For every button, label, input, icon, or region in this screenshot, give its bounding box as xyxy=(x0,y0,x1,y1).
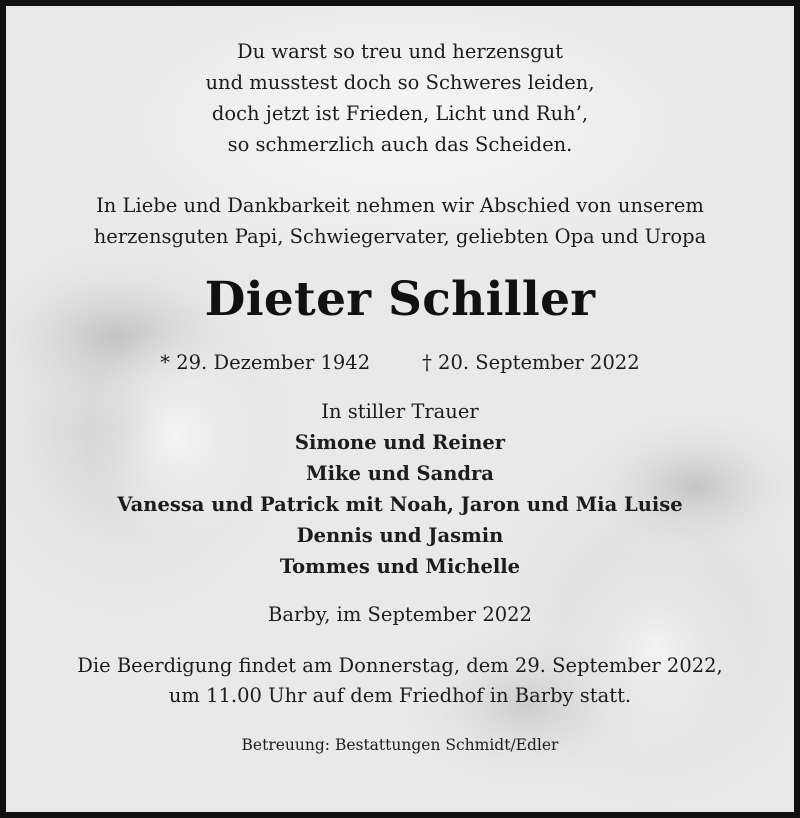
memorial-verse xyxy=(6,36,794,160)
funeral-line: um 11.00 Uhr auf dem Friedhof in Barby statt. xyxy=(168,684,632,707)
funeral-line: Die Beerdigung findet am Donnerstag, dem 29. September 2022, xyxy=(77,654,723,677)
farewell-line: herzensguten Papi, Schwiegervater, geliebten Opa und Uropa xyxy=(93,225,707,248)
funeral-info xyxy=(6,651,794,711)
verse-line: und musstest doch so Schweres leiden, xyxy=(205,71,595,94)
verse-line: doch jetzt ist Frieden, Licht und Ruh’, xyxy=(211,102,589,125)
mourner-name: Tommes und Michelle xyxy=(279,555,521,578)
farewell-text xyxy=(6,190,794,252)
mourning-lead: In stiller Trauer xyxy=(321,400,479,423)
mourner-name: Mike und Sandra xyxy=(306,462,494,485)
life-dates xyxy=(6,348,794,378)
undertaker-credit: Betreuung: Bestattungen Schmidt/Edler xyxy=(241,736,559,754)
verse-line: Du warst so treu und herzensgut xyxy=(237,40,563,63)
mourners-block xyxy=(6,396,794,582)
birth-date: * 29. Dezember 1942 xyxy=(160,351,371,374)
mourner-name: Simone und Reiner xyxy=(294,431,506,454)
deceased-name: Dieter Schiller xyxy=(204,272,596,327)
death-date: † 20. September 2022 xyxy=(422,351,640,374)
mourner-name: Vanessa und Patrick mit Noah, Jaron und Mia Luise xyxy=(117,493,683,516)
place-date: Barby, im September 2022 xyxy=(268,603,532,626)
verse-line: so schmerzlich auch das Scheiden. xyxy=(227,133,573,156)
notice-content xyxy=(6,6,794,757)
mourner-name: Dennis und Jasmin xyxy=(296,524,504,547)
farewell-line: In Liebe und Dankbarkeit nehmen wir Abschied von unserem xyxy=(96,194,704,217)
